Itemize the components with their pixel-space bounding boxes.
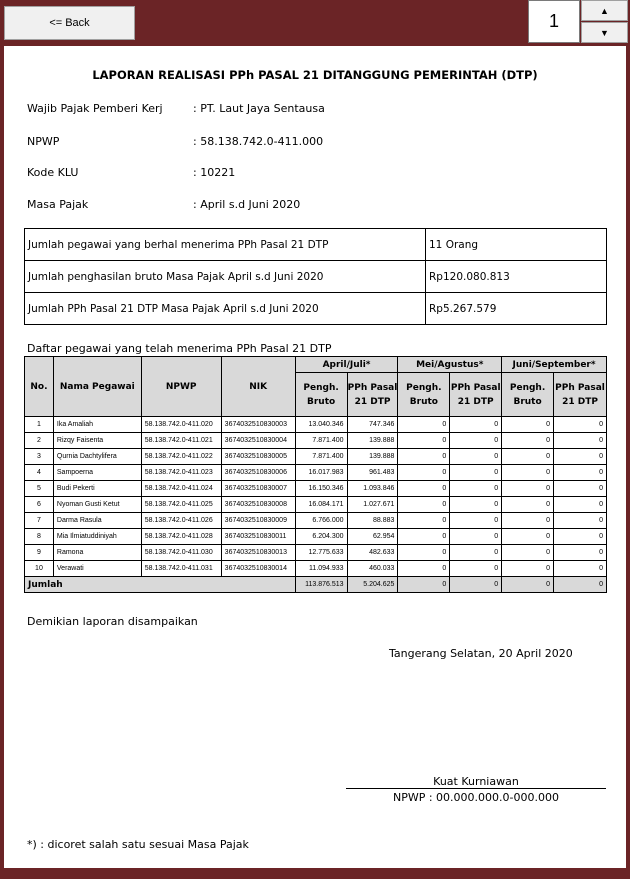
- summary-value: 11 Orang: [426, 229, 607, 261]
- header-nama: Nama Pegawai: [53, 357, 141, 417]
- cell-pph-1: 139.888: [347, 433, 398, 449]
- header-pph: [450, 373, 502, 417]
- cell-npwp: 58.138.742.0-411.024: [141, 481, 221, 497]
- cell-no: 2: [25, 433, 54, 449]
- cell-bruto-1: 7.871.400: [295, 449, 347, 465]
- cell-nama: Mia Ilmiatuddiniyah: [53, 529, 141, 545]
- cell-no: 6: [25, 497, 54, 513]
- cell-nik: 3674032510830014: [221, 561, 295, 577]
- cell-pph-1: 1.027.671: [347, 497, 398, 513]
- table-row: [25, 497, 607, 513]
- cell-npwp: 58.138.742.0-411.025: [141, 497, 221, 513]
- summary-row: [25, 293, 607, 325]
- cell-nama: Nyoman Gusti Ketut: [53, 497, 141, 513]
- back-button[interactable]: <= Back: [4, 6, 135, 40]
- cell-nama: Budi Pekerti: [53, 481, 141, 497]
- cell-bruto-2: 0: [398, 433, 450, 449]
- cell-pph-1: 747.346: [347, 417, 398, 433]
- summary-table: [24, 228, 607, 325]
- cell-bruto-3: 0: [502, 417, 554, 433]
- total-value: 0: [398, 577, 450, 593]
- cell-pph-3: 0: [554, 529, 607, 545]
- cell-bruto-1: 12.775.633: [295, 545, 347, 561]
- summary-label: Jumlah pegawai yang berhal menerima PPh Pasal 21 DTP: [25, 229, 426, 261]
- cell-pph-1: 482.633: [347, 545, 398, 561]
- cell-bruto-1: 13.040.346: [295, 417, 347, 433]
- summary-label: Jumlah penghasilan bruto Masa Pajak April s.d Juni 2020: [25, 261, 426, 293]
- cell-bruto-2: 0: [398, 529, 450, 545]
- header-group-mei-agustus: Mei/Agustus*: [398, 357, 502, 373]
- cell-bruto-3: 0: [502, 497, 554, 513]
- cell-bruto-2: 0: [398, 465, 450, 481]
- cell-no: 3: [25, 449, 54, 465]
- field-label-npwp: NPWP: [27, 135, 60, 148]
- total-value: 5.204.625: [347, 577, 398, 593]
- cell-pph-3: 0: [554, 481, 607, 497]
- table-row: [25, 529, 607, 545]
- cell-bruto-2: 0: [398, 513, 450, 529]
- cell-pph-2: 0: [450, 417, 502, 433]
- cell-bruto-1: 11.094.933: [295, 561, 347, 577]
- cell-npwp: 58.138.742.0-411.028: [141, 529, 221, 545]
- cell-pph-1: 88.883: [347, 513, 398, 529]
- header-text: 21 DTP: [562, 396, 598, 407]
- table-row: [25, 481, 607, 497]
- cell-bruto-3: 0: [502, 449, 554, 465]
- table-row: [25, 433, 607, 449]
- cell-pph-2: 0: [450, 465, 502, 481]
- cell-pph-3: 0: [554, 449, 607, 465]
- cell-nik: 3674032510830011: [221, 529, 295, 545]
- cell-pph-2: 0: [450, 529, 502, 545]
- header-no: No.: [25, 357, 54, 417]
- cell-bruto-2: 0: [398, 497, 450, 513]
- header-text: Bruto: [409, 396, 438, 407]
- field-label-wajib-pajak: Wajib Pajak Pemberi Kerj: [27, 102, 163, 115]
- page-number-field[interactable]: 1: [528, 0, 580, 43]
- cell-pph-3: 0: [554, 513, 607, 529]
- triangle-down-icon: ▼: [600, 27, 609, 38]
- report-title: LAPORAN REALISASI PPh PASAL 21 DITANGGUNG PEMERINTAH (DTP): [92, 68, 538, 82]
- report-page: [4, 46, 626, 868]
- spin-down-button[interactable]: [581, 22, 628, 43]
- cell-nama: Sampoerna: [53, 465, 141, 481]
- header-text: 21 DTP: [457, 396, 494, 407]
- summary-row: [25, 261, 607, 293]
- cell-bruto-1: 16.017.983: [295, 465, 347, 481]
- place-date: Tangerang Selatan, 20 April 2020: [389, 647, 573, 660]
- total-value: 0: [450, 577, 502, 593]
- cell-no: 5: [25, 481, 54, 497]
- cell-npwp: 58.138.742.0-411.030: [141, 545, 221, 561]
- cell-bruto-2: 0: [398, 481, 450, 497]
- cell-bruto-3: 0: [502, 561, 554, 577]
- cell-npwp: 58.138.742.0-411.026: [141, 513, 221, 529]
- cell-pph-3: 0: [554, 433, 607, 449]
- field-label-masa-pajak: Masa Pajak: [27, 198, 89, 211]
- total-label: Jumlah: [25, 577, 296, 593]
- cell-pph-2: 0: [450, 561, 502, 577]
- header-nik: NIK: [221, 357, 295, 417]
- total-row: [25, 577, 607, 593]
- cell-no: 7: [25, 513, 54, 529]
- cell-pph-2: 0: [450, 497, 502, 513]
- table-row: [25, 465, 607, 481]
- cell-npwp: 58.138.742.0-411.020: [141, 417, 221, 433]
- summary-row: [25, 229, 607, 261]
- summary-value: Rp5.267.579: [426, 293, 607, 325]
- cell-bruto-3: 0: [502, 545, 554, 561]
- cell-pph-1: 1.093.846: [347, 481, 398, 497]
- cell-bruto-2: 0: [398, 417, 450, 433]
- cell-pph-2: 0: [450, 545, 502, 561]
- header-pph: [347, 373, 398, 417]
- table-row: [25, 513, 607, 529]
- employee-table: [24, 356, 607, 593]
- total-value: 0: [554, 577, 607, 593]
- header-bruto: [398, 373, 450, 417]
- cell-pph-1: 62.954: [347, 529, 398, 545]
- header-text: PPh Pasal: [555, 382, 605, 393]
- cell-bruto-3: 0: [502, 513, 554, 529]
- cell-nik: 3674032510830005: [221, 449, 295, 465]
- cell-npwp: 58.138.742.0-411.022: [141, 449, 221, 465]
- header-text: Pengh.: [509, 382, 546, 393]
- summary-label: Jumlah PPh Pasal 21 DTP Masa Pajak April s.d Juni 2020: [25, 293, 426, 325]
- field-label-kode-klu: Kode KLU: [27, 166, 79, 179]
- cell-nama: Rizqy Faisenta: [53, 433, 141, 449]
- header-bruto: [502, 373, 554, 417]
- cell-no: 8: [25, 529, 54, 545]
- cell-nama: Verawati: [53, 561, 141, 577]
- cell-pph-3: 0: [554, 545, 607, 561]
- field-value-npwp: : 58.138.742.0-411.000: [193, 135, 324, 148]
- table-row: [25, 545, 607, 561]
- table-row: [25, 561, 607, 577]
- table-row: [25, 417, 607, 433]
- header-text: Pengh.: [406, 382, 442, 393]
- cell-nama: Ika Amaliah: [53, 417, 141, 433]
- cell-pph-2: 0: [450, 433, 502, 449]
- header-text: PPh Pasal: [450, 382, 501, 393]
- cell-bruto-3: 0: [502, 481, 554, 497]
- cell-bruto-3: 0: [502, 433, 554, 449]
- header-text: Pengh.: [303, 382, 339, 393]
- header-pph: [554, 373, 607, 417]
- closing-text: Demikian laporan disampaikan: [27, 615, 198, 628]
- header-npwp: NPWP: [141, 357, 221, 417]
- cell-pph-3: 0: [554, 465, 607, 481]
- cell-no: 1: [25, 417, 54, 433]
- cell-nama: Ramona: [53, 545, 141, 561]
- header-text: Bruto: [306, 396, 336, 407]
- cell-nik: 3674032510830004: [221, 433, 295, 449]
- footnote: *) : dicoret salah satu sesuai Masa Pajak: [27, 838, 249, 851]
- field-value-masa-pajak: : April s.d Juni 2020: [193, 198, 301, 211]
- header-text: 21 DTP: [354, 396, 391, 407]
- cell-bruto-1: 6.204.300: [295, 529, 347, 545]
- header-group-juni-september: Juni/September*: [502, 357, 607, 373]
- signer-name: Kuat Kurniawan: [433, 775, 519, 788]
- spin-up-button[interactable]: [581, 0, 628, 21]
- total-value: 0: [502, 577, 554, 593]
- header-text: PPh Pasal: [347, 382, 398, 393]
- cell-pph-1: 460.033: [347, 561, 398, 577]
- cell-bruto-3: 0: [502, 465, 554, 481]
- cell-pph-3: 0: [554, 417, 607, 433]
- summary-value: Rp120.080.813: [426, 261, 607, 293]
- cell-no: 10: [25, 561, 54, 577]
- cell-bruto-1: 7.871.400: [295, 433, 347, 449]
- total-value: 113.876.513: [295, 577, 347, 593]
- cell-nik: 3674032510830003: [221, 417, 295, 433]
- cell-bruto-2: 0: [398, 545, 450, 561]
- cell-nama: Qurnia Dachtylifera: [53, 449, 141, 465]
- cell-bruto-3: 0: [502, 529, 554, 545]
- employee-table-body: [25, 417, 607, 593]
- cell-pph-2: 0: [450, 513, 502, 529]
- cell-pph-3: 0: [554, 561, 607, 577]
- cell-npwp: 58.138.742.0-411.021: [141, 433, 221, 449]
- field-value-kode-klu: : 10221: [193, 166, 236, 179]
- cell-bruto-1: 16.150.346: [295, 481, 347, 497]
- cell-pph-1: 961.483: [347, 465, 398, 481]
- cell-bruto-1: 6.766.000: [295, 513, 347, 529]
- cell-nik: 3674032510830009: [221, 513, 295, 529]
- header-text: Bruto: [513, 396, 542, 407]
- header-bruto: [295, 373, 347, 417]
- cell-nik: 3674032510830007: [221, 481, 295, 497]
- cell-no: 4: [25, 465, 54, 481]
- cell-nama: Darma Rasula: [53, 513, 141, 529]
- header-group-april-juli: April/Juli*: [295, 357, 398, 373]
- cell-nik: 3674032510830008: [221, 497, 295, 513]
- field-value-wajib-pajak: : PT. Laut Jaya Sentausa: [193, 102, 325, 115]
- cell-nik: 3674032510830013: [221, 545, 295, 561]
- signature-line: [346, 788, 606, 789]
- cell-nik: 3674032510830006: [221, 465, 295, 481]
- list-caption: Daftar pegawai yang telah menerima PPh Pasal 21 DTP: [27, 342, 332, 355]
- page-spinner: [581, 0, 628, 43]
- cell-no: 9: [25, 545, 54, 561]
- cell-pph-1: 139.888: [347, 449, 398, 465]
- cell-pph-2: 0: [450, 481, 502, 497]
- cell-pph-2: 0: [450, 449, 502, 465]
- cell-npwp: 58.138.742.0-411.031: [141, 561, 221, 577]
- cell-npwp: 58.138.742.0-411.023: [141, 465, 221, 481]
- signer-npwp: NPWP : 00.000.000.0-000.000: [392, 791, 559, 804]
- triangle-up-icon: ▲: [600, 5, 609, 16]
- cell-bruto-2: 0: [398, 449, 450, 465]
- table-row: [25, 449, 607, 465]
- cell-bruto-1: 16.084.171: [295, 497, 347, 513]
- cell-pph-3: 0: [554, 497, 607, 513]
- cell-bruto-2: 0: [398, 561, 450, 577]
